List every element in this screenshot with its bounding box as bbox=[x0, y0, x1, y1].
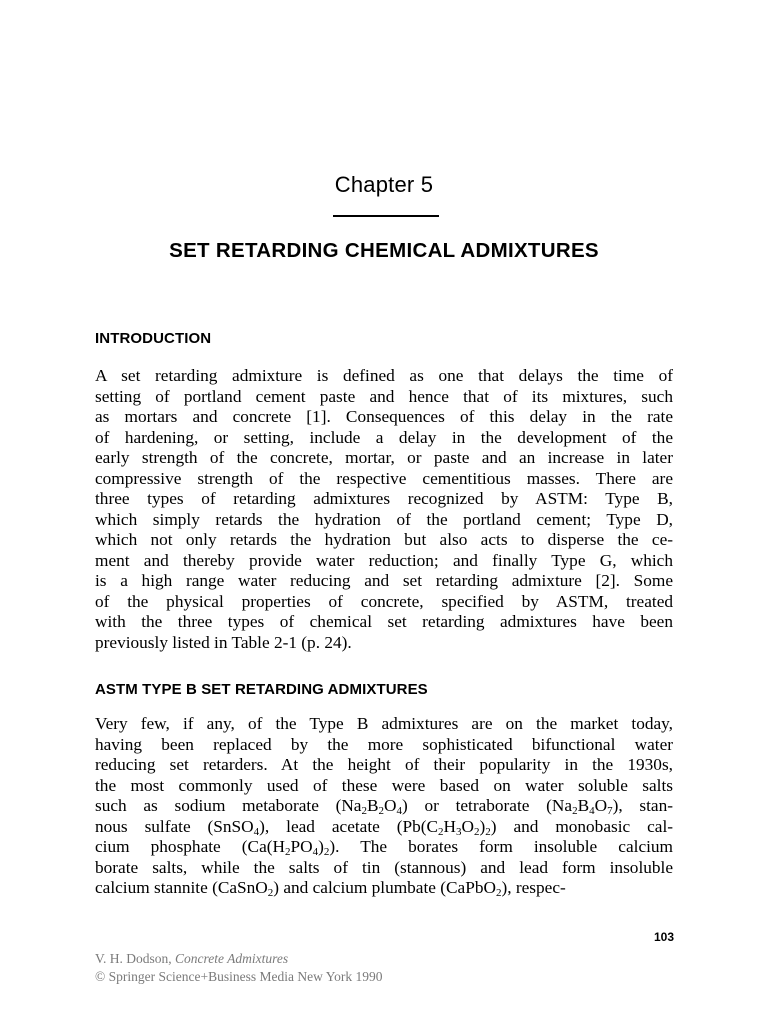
text-line: which simply retards the hydration of the portland cement; Type D, bbox=[95, 509, 673, 529]
text-line: setting of portland cement paste and hence that of its mixtures, such bbox=[95, 386, 673, 406]
text-line: with the three types of chemical set retarding admixtures have been bbox=[95, 612, 673, 631]
text-line: the most commonly used of these were based on water soluble salts bbox=[95, 775, 673, 795]
text-line: having been replaced by the more sophisticated bifunctional water bbox=[95, 734, 673, 754]
type-b-paragraph bbox=[95, 714, 673, 899]
chapter-title: SET RETARDING CHEMICAL ADMIXTURES bbox=[169, 239, 599, 262]
text-line: as mortars and concrete [1]. Consequences of this delay in the rate bbox=[95, 407, 673, 426]
section-heading-introduction: INTRODUCTION bbox=[95, 330, 212, 347]
text-line: such as sodium metaborate $(Na_2B_2O_4)$ or tetraborate $(Na_2B_4O_7)$, stan- bbox=[95, 796, 673, 817]
footer-citation bbox=[95, 950, 382, 968]
text-line: ment and thereby provide water reduction; and finally Type G, which bbox=[95, 550, 673, 570]
text-line: previously listed in Table 2-1 (p. 24). bbox=[95, 632, 352, 652]
text-line: A set retarding admixture is defined as one that delays the time of bbox=[95, 366, 673, 385]
text-line: of the physical properties of concrete, specified by ASTM, treated bbox=[95, 591, 673, 611]
chapter-rule bbox=[333, 215, 439, 217]
text-line: calcium stannite (CaSnO$_2$) and calcium plumbate (CaPbO$_2$), respec- bbox=[95, 878, 566, 899]
footer-author: V. H. Dodson, bbox=[95, 951, 176, 966]
footer-copyright: © Springer Science+Business Media New York 1990 bbox=[95, 969, 383, 984]
section-heading-type-b: ASTM TYPE B SET RETARDING ADMIXTURES bbox=[95, 681, 428, 698]
text-line: Very few, if any, of the Type B admixtures are on the market today, bbox=[95, 714, 673, 733]
text-line: early strength of the concrete, mortar, or paste and an increase in later bbox=[95, 448, 673, 467]
page-number: 103 bbox=[653, 930, 674, 944]
text-line: borate salts, while the salts of tin (stannous) and lead form insoluble bbox=[95, 857, 673, 877]
text-line: three types of retarding admixtures recognized by ASTM: Type B, bbox=[95, 489, 673, 508]
introduction-paragraph bbox=[95, 366, 673, 653]
text-line: compressive strength of the respective cementitious masses. There are bbox=[95, 468, 673, 488]
text-line: is a high range water reducing and set retarding admixture [2]. Some bbox=[95, 571, 673, 590]
text-line: cium phosphate $(Ca(H_2PO_4)_2)$. The borates form insoluble calcium bbox=[95, 837, 673, 858]
text-line: of hardening, or setting, include a delay in the development of the bbox=[95, 427, 673, 447]
text-line: reducing set retarders. At the height of their popularity in the 1930s, bbox=[95, 755, 673, 774]
text-line: nous sulfate (SnSO$_4$), lead acetate $(Pb(C_2H_3O_2)_2)$ and monobasic cal- bbox=[95, 816, 674, 838]
text-line: which not only retards the hydration but also acts to disperse the ce- bbox=[95, 530, 673, 549]
footer bbox=[95, 950, 382, 986]
footer-book-title: Concrete Admixtures bbox=[175, 951, 289, 966]
chapter-label: Chapter 5 bbox=[334, 172, 434, 197]
